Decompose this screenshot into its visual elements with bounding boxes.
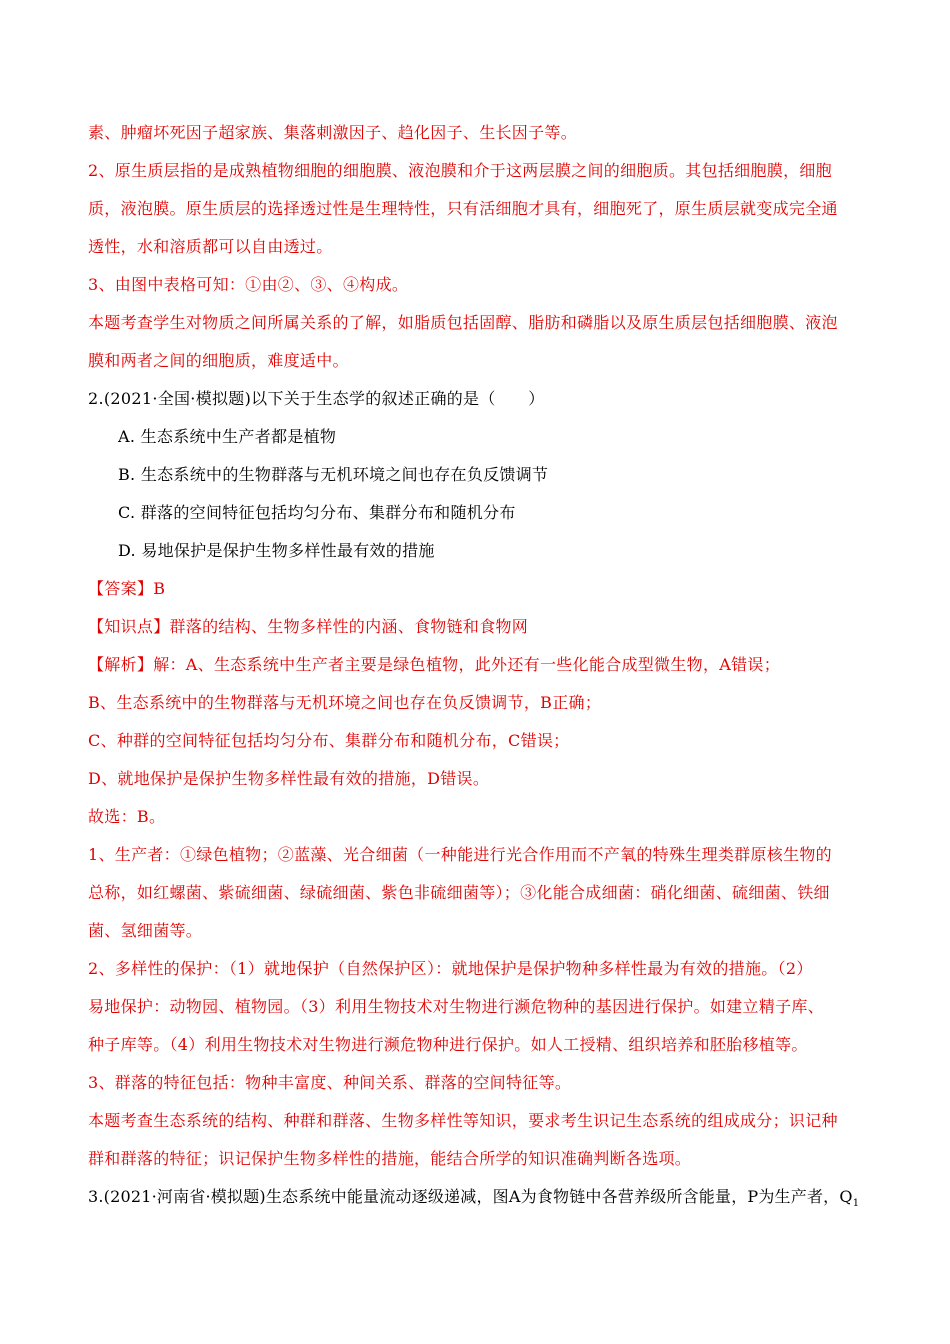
analysis-line: 2、原生质层指的是成熟植物细胞的细胞膜、液泡膜和介于这两层膜之间的细胞质。其包括细胞膜，细胞 bbox=[88, 161, 832, 180]
knowledge-points: 【知识点】群落的结构、生物多样性的内涵、食物链和食物网 bbox=[88, 617, 529, 636]
answer: 【答案】B bbox=[88, 579, 166, 598]
analysis-line: 菌、氢细菌等。 bbox=[88, 921, 203, 940]
analysis-line: 3、由图中表格可知：①由②、③、④构成。 bbox=[88, 275, 409, 294]
option-d: D. 易地保护是保护生物多样性最有效的措施 bbox=[118, 541, 435, 560]
option-b: B. 生态系统中的生物群落与无机环境之间也存在负反馈调节 bbox=[118, 465, 549, 484]
analysis-summary: 本题考查生态系统的结构、种群和群落、生物多样性等知识，要求考生识记生态系统的组成成分；识记种 bbox=[88, 1111, 838, 1130]
analysis-line: 2、多样性的保护：（1）就地保护（自然保护区）：就地保护是保护物种多样性最为有效的措施。（2） bbox=[88, 959, 813, 978]
analysis-line: 故选：B。 bbox=[88, 807, 166, 826]
option-a: A. 生态系统中生产者都是植物 bbox=[118, 427, 337, 446]
analysis-line: 素、肿瘤坏死因子超家族、集落刺激因子、趋化因子、生长因子等。 bbox=[88, 123, 578, 142]
analysis-summary: 膜和两者之间的细胞质，难度适中。 bbox=[88, 351, 349, 370]
question-stem bbox=[88, 1186, 860, 1215]
analysis-line: 【解析】解：A、生态系统中生产者主要是绿色植物，此外还有一些化能合成型微生物，A错误； bbox=[88, 655, 781, 674]
analysis-line: 1、生产者：①绿色植物；②蓝藻、光合细菌（一种能进行光合作用而不产氧的特殊生理类群原核生物的 bbox=[88, 845, 832, 864]
analysis-line: 种子库等。（4）利用生物技术对生物进行濒危物种进行保护。如人工授精、组织培养和胚胎移植等。 bbox=[88, 1035, 808, 1054]
question-stem: 2.(2021·全国·模拟题)以下关于生态学的叙述正确的是（ ） bbox=[88, 389, 545, 408]
analysis-line: 质，液泡膜。原生质层的选择透过性是生理特性，只有活细胞才具有，细胞死了，原生质层就变成完全通 bbox=[88, 199, 838, 218]
analysis-summary: 群和群落的特征；识记保护生物多样性的措施，能结合所学的知识准确判断各选项。 bbox=[88, 1149, 692, 1168]
analysis-line: 3、群落的特征包括：物种丰富度、种间关系、群落的空间特征等。 bbox=[88, 1073, 572, 1092]
option-c: C. 群落的空间特征包括均匀分布、集群分布和随机分布 bbox=[118, 503, 516, 522]
analysis-line: 透性，水和溶质都可以自由透过。 bbox=[88, 237, 333, 256]
analysis-line: D、就地保护是保护生物多样性最有效的措施，D错误。 bbox=[88, 769, 490, 788]
analysis-summary: 本题考查学生对物质之间所属关系的了解，如脂质包括固醇、脂肪和磷脂以及原生质层包括细胞膜、液泡 bbox=[88, 313, 838, 332]
question-stem-text: 3.(2021·河南省·模拟题)生态系统中能量流动逐级递减，图A为食物链中各营养级所含能量，P为生产者，Q bbox=[88, 1187, 853, 1206]
subscript: 1 bbox=[852, 1198, 860, 1210]
analysis-line: 总称，如红螺菌、紫硫细菌、绿硫细菌、紫色非硫细菌等）；③化能合成细菌：硝化细菌、硫细菌、铁细 bbox=[88, 883, 830, 902]
analysis-line: 易地保护：动物园、植物园。（3）利用生物技术对生物进行濒危物种的基因进行保护。如建立精子库、 bbox=[88, 997, 824, 1016]
analysis-line: B、生态系统中的生物群落与无机环境之间也存在负反馈调节，B正确； bbox=[88, 693, 602, 712]
analysis-line: C、种群的空间特征包括均匀分布、集群分布和随机分布，C错误； bbox=[88, 731, 570, 750]
